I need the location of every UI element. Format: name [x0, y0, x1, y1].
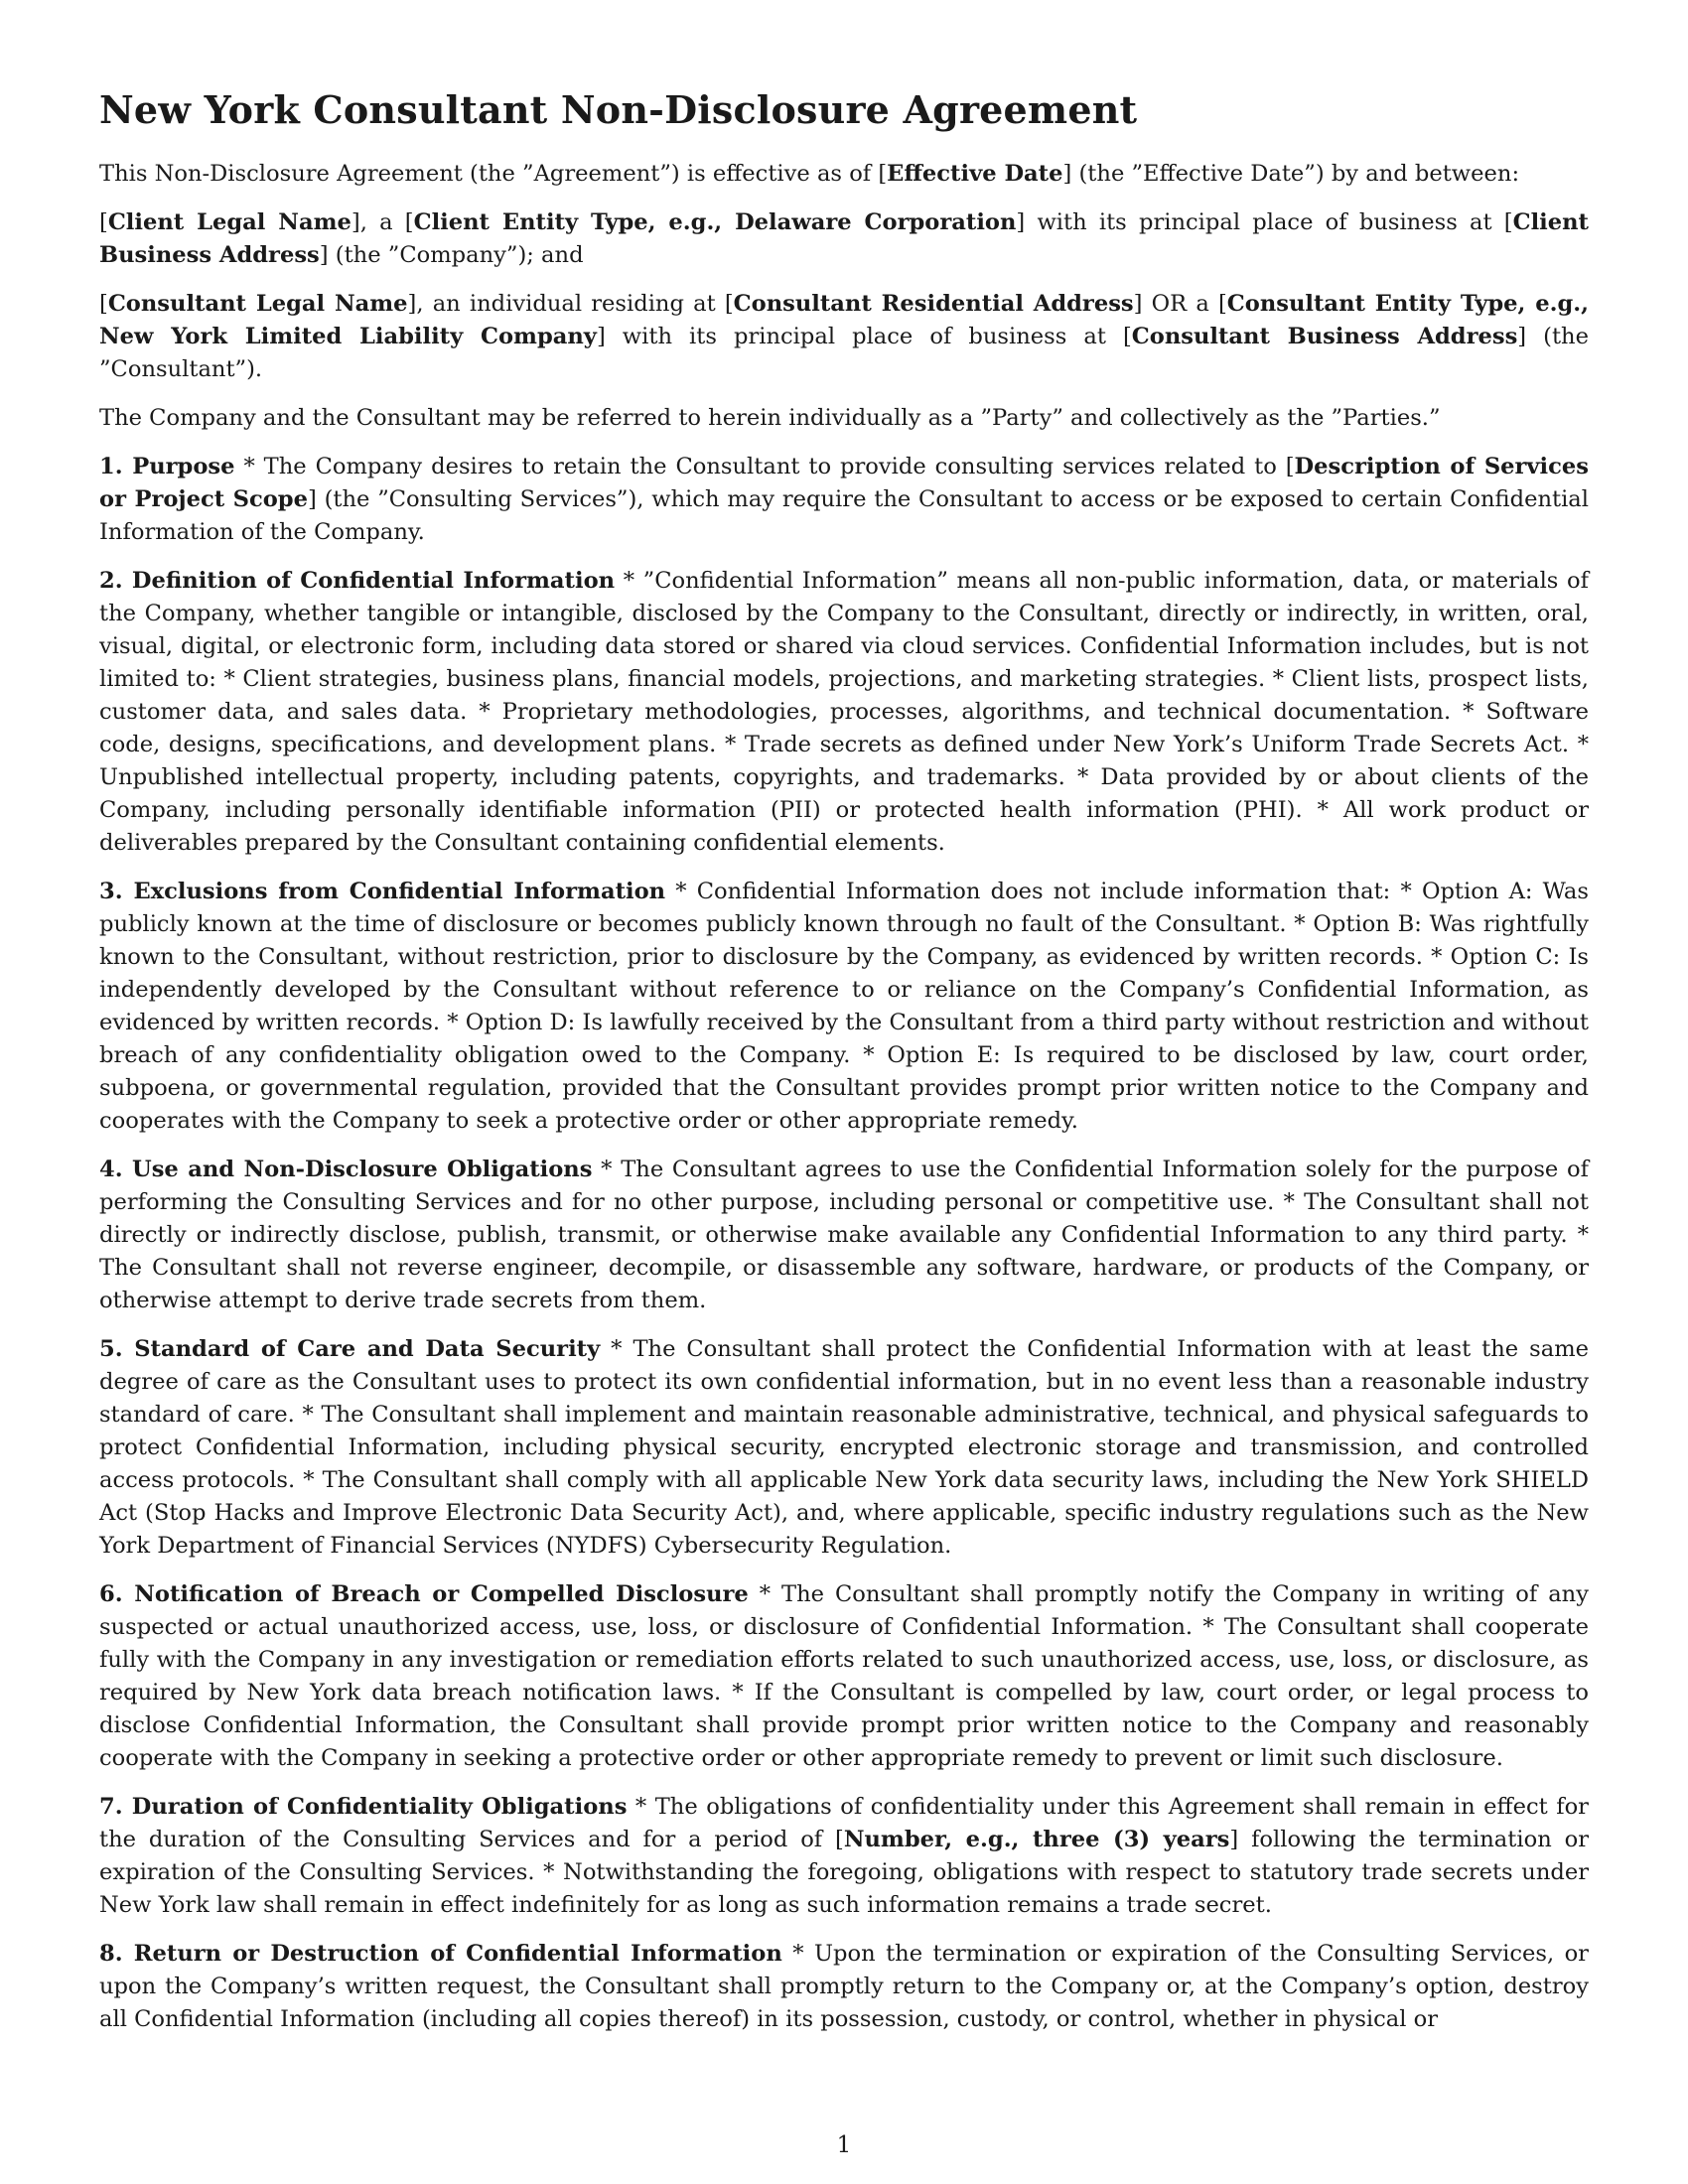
page-number: 1: [836, 2132, 852, 2158]
intro-paragraph: [99, 158, 1589, 191]
section-text: ] (the ”Consulting Services”), which may require the Consultant to access or be exposed to certain Confidential Information of the Company.: [99, 486, 1590, 545]
consultant-entity-placeholder: Consultant Entity Type, e.g., New York Limited Liability Company: [99, 291, 1589, 349]
consultant-name-placeholder: Consultant Legal Name: [107, 291, 408, 317]
section-duration: [99, 1791, 1589, 1922]
section-heading: 2. Definition of Confidential Information: [99, 568, 616, 594]
client-name-placeholder: Client Legal Name: [107, 209, 352, 235]
document-title: New York Consultant Non-Disclosure Agreement: [99, 87, 1138, 132]
client-address-placeholder: Client Business Address: [99, 209, 1589, 268]
section-text: * Upon the termination or expiration of the Consulting Services, or upon the Company’s written request, the Consultant shall promptly return to the Company or, at the Company’s option, destroy all Confidential Information (including all copies thereof) in its possession, custody, or control, whether in physical or: [99, 1941, 1589, 2032]
section-heading: 3. Exclusions from Confidential Information: [99, 879, 666, 904]
intro-text: ] (the ”Effective Date”) by and between:: [1062, 161, 1520, 187]
section-heading: 1. Purpose: [99, 454, 235, 479]
effective-date-placeholder: Effective Date: [887, 161, 1063, 187]
bracket: [: [99, 209, 108, 235]
section-notification: [99, 1578, 1589, 1775]
client-entity-placeholder: Client Entity Type, e.g., Delaware Corporation: [413, 209, 1017, 235]
section-text: * The obligations of confidentiality under this Agreement shall remain in effect for the duration of the Consulting Services and for a period of [: [99, 1794, 1589, 1852]
document-page: [99, 87, 1589, 2052]
client-paragraph: [99, 206, 1589, 272]
section-text: * Confidential Information does not include information that: * Option A: Was publicly known at the time of disclosure or becomes publicly known through no fault of the Consultant. * Option B: Was rightfully known to the Consultant, without restriction, prior to disclosure by the Company, as evidenced by written records. * Option C: Is independently developed by the Consultant without reference to or reliance on the Company’s Confidential Information, as evidenced by written records. * Option D: Is lawfully received by the Consultant from a third party without restriction and without breach of any confidentiality obligation owed to the Company. * Option E: Is required to be disclosed by law, court order, subpoena, or governmental regulation, provided that the Consultant provides prompt prior written notice to the Company and cooperates with the Company to seek a protective order or other appropriate remedy.: [99, 879, 1589, 1134]
consultant-text: ], an individual residing at [: [407, 291, 734, 317]
section-heading: 4. Use and Non-Disclosure Obligations: [99, 1157, 593, 1182]
section-standard-of-care: [99, 1333, 1589, 1563]
bracket: [: [99, 291, 108, 317]
client-text: ], a [: [351, 209, 414, 235]
section-text: * The Consultant shall promptly notify the Company in writing of any suspected or actual unauthorized access, use, loss, or disclosure of Confidential Information. * The Consultant shall cooperate fully with the Company in any investigation or remediation efforts related to such unauthorized access, use, loss, or disclosure, as required by New York data breach notification laws. * If the Consultant is compelled by law, court order, or legal process to disclose Confidential Information, the Consultant shall provide prompt prior written notice to the Company and reasonably cooperate with the Company in seeking a protective order or other appropriate remedy to prevent or limit such disclosure.: [99, 1581, 1589, 1771]
intro-text: This Non-Disclosure Agreement (the ”Agreement”) is effective as of [: [99, 161, 888, 187]
section-heading: 7. Duration of Confidentiality Obligations: [99, 1794, 628, 1820]
section-text: * The Consultant shall protect the Confidential Information with at least the same degree of care as the Consultant uses to protect its own confidential information, but in no event less than a reasonable industry standard of care. * The Consultant shall implement and maintain reasonable administrative, technical, and physical safeguards to protect Confidential Information, including physical security, encrypted electronic storage and transmission, and controlled access protocols. * The Consultant shall comply with all applicable New York data security laws, including the New York SHIELD Act (Stop Hacks and Improve Electronic Data Security Act), and, where applicable, specific industry regulations such as the New York Department of Financial Services (NYDFS) Cybersecurity Regulation.: [99, 1336, 1589, 1559]
section-return: [99, 1938, 1589, 2036]
consultant-text: ] OR a [: [1133, 291, 1227, 317]
client-text: ] (the ”Company”); and: [319, 242, 584, 268]
section-purpose: [99, 451, 1589, 549]
section-exclusions: [99, 876, 1589, 1138]
parties-paragraph: The Company and the Consultant may be referred to herein individually as a ”Party” and collectively as the ”Parties.”: [99, 405, 1441, 431]
section-text: * ”Confidential Information” means all non-public information, data, or materials of the Company, whether tangible or intangible, disclosed by the Company to the Consultant, directly or indirectly, in written, oral, visual, digital, or electronic form, including data stored or shared via cloud services. Confidential Information includes, but is not limited to: * Client strategies, business plans, financial models, projections, and marketing strategies. * Client lists, prospect lists, customer data, and sales data. * Proprietary methodologies, processes, algorithms, and technical documentation. * Software code, designs, specifications, and development plans. * Trade secrets as defined under New York’s Uniform Trade Secrets Act. * Unpublished intellectual property, including patents, copyrights, and trademarks. * Data provided by or about clients of the Company, including personally identifiable information (PII) or protected health information (PHI). * All work product or deliverables prepared by the Consultant containing confidential elements.: [99, 568, 1589, 856]
consultant-text: ] (the ”Consultant”).: [99, 324, 1589, 382]
section-text: ] following the termination or expiration of the Consulting Services. * Notwithstanding the foregoing, obligations with respect to statutory trade secrets under New York law shall remain in effect indefinitely for as long as such information remains a trade secret.: [99, 1827, 1589, 1918]
consultant-address-placeholder: Consultant Business Address: [1131, 324, 1518, 349]
section-heading: 6. Notification of Breach or Compelled Disclosure: [99, 1581, 749, 1607]
consultant-text: ] with its principal place of business at [: [596, 324, 1132, 349]
section-text: * The Consultant agrees to use the Confidential Information solely for the purpose of performing the Consulting Services and for no other purpose, including personal or competitive use. * The Consultant shall not directly or indirectly disclose, publish, transmit, or otherwise make available any Confidential Information to any third party. * The Consultant shall not reverse engineer, decompile, or disassemble any software, hardware, or products of the Company, or otherwise attempt to derive trade secrets from them.: [99, 1157, 1589, 1313]
duration-placeholder: Number, e.g., three (3) years: [843, 1827, 1230, 1852]
section-use-obligations: [99, 1154, 1589, 1317]
section-text: * The Company desires to retain the Consultant to provide consulting services related to [: [234, 454, 1295, 479]
client-text: ] with its principal place of business at [: [1016, 209, 1513, 235]
services-placeholder: Description of Services or Project Scope: [99, 454, 1589, 512]
section-definition: [99, 565, 1589, 860]
consultant-residence-placeholder: Consultant Residential Address: [733, 291, 1134, 317]
consultant-paragraph: [99, 288, 1589, 386]
section-heading: 8. Return or Destruction of Confidential Information: [99, 1941, 782, 1967]
section-heading: 5. Standard of Care and Data Security: [99, 1336, 601, 1362]
